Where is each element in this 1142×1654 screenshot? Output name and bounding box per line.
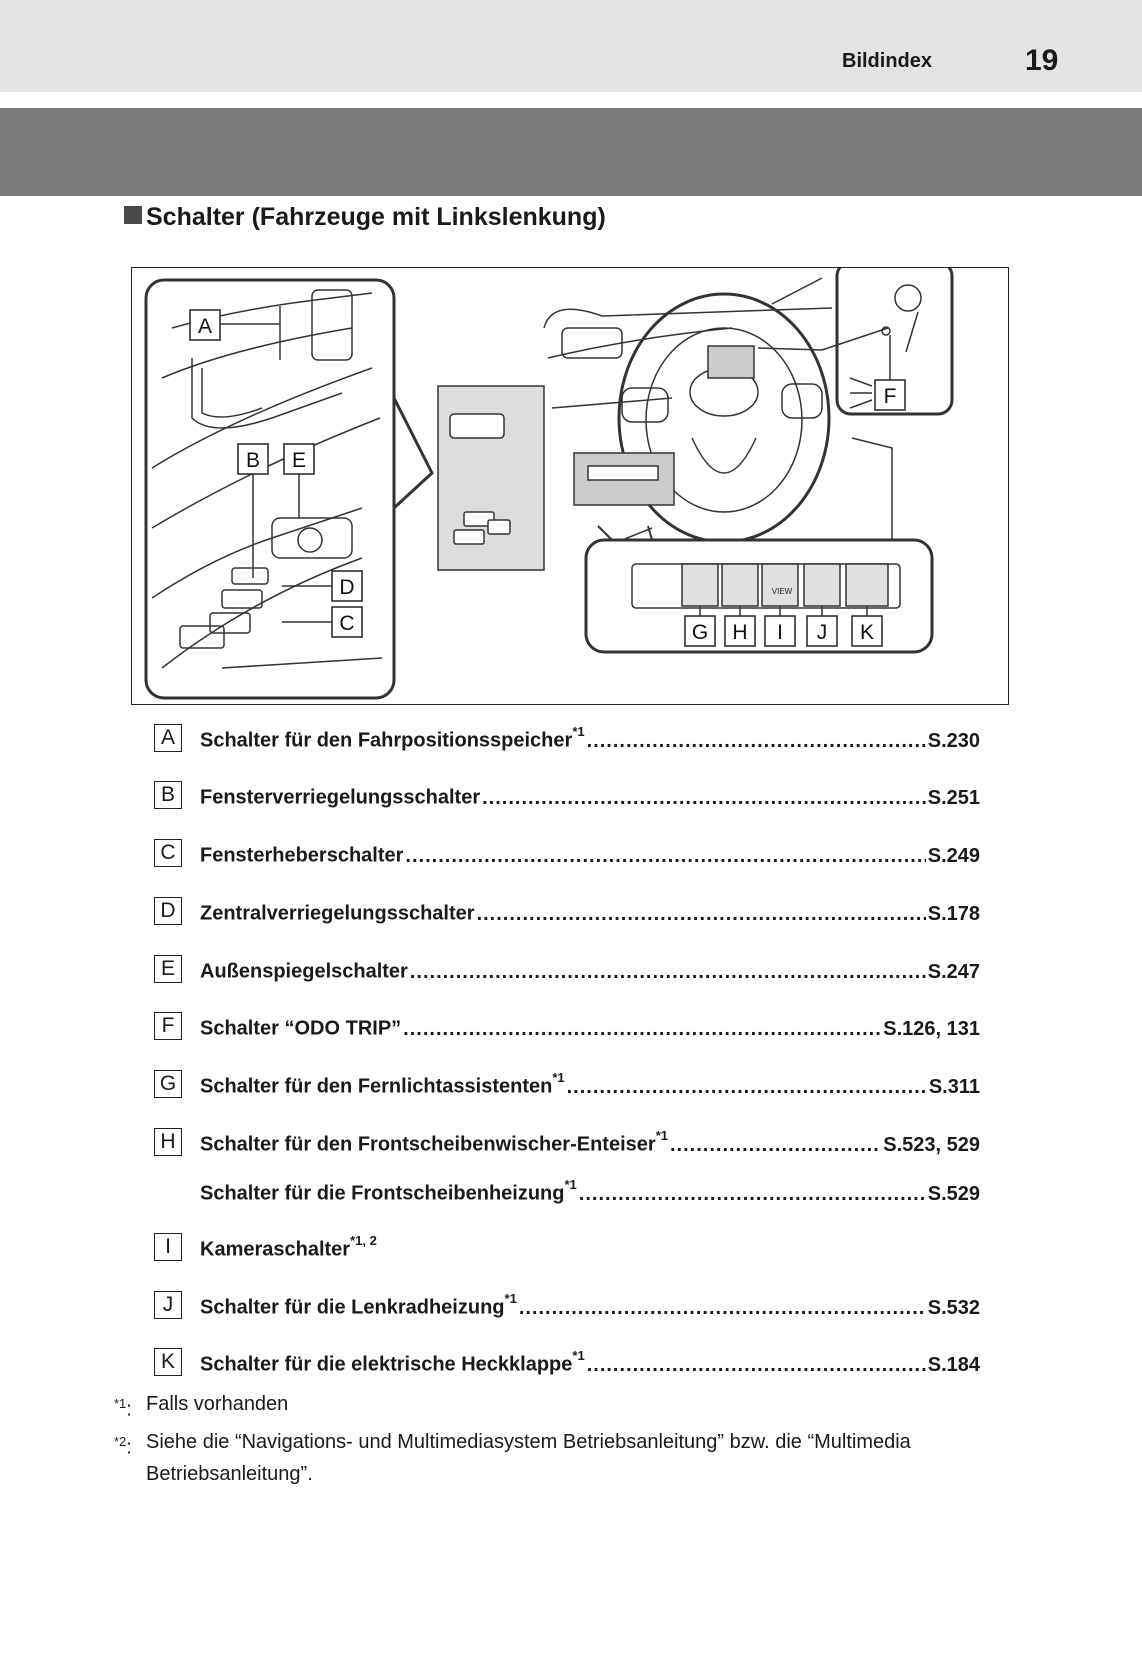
page-reference[interactable]: S.126, 131 [883, 1017, 980, 1040]
header-band [0, 0, 1142, 92]
callout-k: K [859, 621, 875, 644]
leader-dots [670, 1134, 881, 1157]
leader-dots [477, 903, 926, 926]
callout-c: C [339, 612, 355, 635]
entry-label: Schalter “ODO TRIP” [200, 1017, 402, 1040]
entry-label: Zentralverriegelungsschalter [200, 902, 475, 925]
entry-label: Schalter für die Lenkradheizung$^{*1}$ [200, 1291, 517, 1319]
leader-dots [410, 961, 926, 984]
page-number: 19 [1025, 44, 1059, 77]
entry-label: Schalter für die Frontscheibenheizung$^{*1}$ [200, 1177, 577, 1205]
page-reference[interactable]: S.251 [927, 786, 980, 809]
chapter-band [0, 108, 1142, 196]
index-entry-e [154, 955, 980, 989]
entry-label: Fensterverriegelungsschalter [200, 786, 481, 809]
index-entry-h2 [154, 1177, 980, 1211]
callout-b: B [245, 449, 261, 472]
leader-dots [587, 730, 926, 753]
section-title: Bildindex [842, 50, 933, 72]
footnote-text: Falls vorhanden [146, 1393, 289, 1415]
callout-j: J [816, 621, 828, 644]
entry-label: Fensterheberschalter [200, 844, 404, 867]
page-reference[interactable]: S.529 [927, 1182, 980, 1205]
letter-box: B [154, 781, 182, 809]
index-entry-g [154, 1070, 980, 1104]
letter-box: F [154, 1012, 182, 1040]
index-entry-d [154, 897, 980, 931]
index-entry-k [154, 1348, 980, 1382]
footnote-mark: $^{*2}$: [114, 1434, 132, 1459]
index-entry-a [154, 724, 980, 758]
leader-dots [403, 1018, 881, 1041]
letter-box: I [154, 1233, 182, 1261]
leader-dots [567, 1076, 927, 1099]
entry-label: Kameraschalter$^{*1, 2}$ [200, 1233, 377, 1261]
callout-h: H [732, 621, 748, 644]
index-entry-j [154, 1291, 980, 1325]
index-entry-f [154, 1012, 980, 1046]
leader-dots [482, 787, 926, 810]
square-bullet-icon [124, 206, 142, 224]
index-entry-i [154, 1233, 980, 1267]
switch-illustration [131, 267, 1009, 705]
page-reference[interactable]: S.230 [927, 729, 980, 752]
callout-a: A [197, 315, 213, 338]
callout-f: F [883, 385, 897, 408]
entry-label: Außenspiegelschalter [200, 960, 408, 983]
letter-box: A [154, 724, 182, 752]
page-reference[interactable]: S.311 [928, 1075, 980, 1098]
callout-e: E [291, 449, 307, 472]
letter-box: E [154, 955, 182, 983]
page-heading [124, 203, 606, 232]
letter-box: K [154, 1348, 182, 1376]
illustration-svg [132, 268, 1008, 704]
page-reference[interactable]: S.178 [927, 902, 980, 925]
entry-label: Schalter für die elektrische Heckklappe$^{*1}$ [200, 1348, 585, 1376]
leader-dots [579, 1183, 926, 1206]
callout-g: G [691, 621, 709, 644]
page-reference[interactable]: S.523, 529 [883, 1133, 980, 1156]
page-reference[interactable]: S.247 [927, 960, 980, 983]
callout-d: D [339, 576, 355, 599]
index-entry-c [154, 839, 980, 873]
page-reference[interactable]: S.249 [927, 844, 980, 867]
callout-i: I [777, 621, 783, 644]
entry-label: Schalter für den Fahrpositionsspeicher$^{*1}$ [200, 724, 585, 752]
entry-label: Schalter für den Fernlichtassistenten$^{*1}$ [200, 1070, 565, 1098]
footnote-mark: $^{*1}$: [114, 1396, 132, 1421]
letter-box: H [154, 1128, 182, 1156]
index-entry-h [154, 1128, 980, 1162]
page-reference[interactable]: S.184 [927, 1353, 980, 1376]
entry-label: Schalter für den Frontscheibenwischer-Enteiser$^{*1}$ [200, 1128, 668, 1156]
letter-box: D [154, 897, 182, 925]
leader-dots [519, 1297, 926, 1320]
index-entry-b [154, 781, 980, 815]
footnote-2 [114, 1426, 911, 1485]
heading-text: Schalter (Fahrzeuge mit Linkslenkung) [146, 203, 606, 231]
view-button-label: VIEW [771, 587, 793, 596]
letter-box: G [154, 1070, 182, 1098]
footnote-text: Siehe die “Navigations- und Multimediasystem Betriebsanleitung” bzw. die “Multimedia Betriebsanleitung”. [146, 1431, 911, 1485]
leader-dots [587, 1354, 926, 1377]
page-reference[interactable]: S.532 [927, 1296, 980, 1319]
letter-box: C [154, 839, 182, 867]
leader-dots [405, 845, 925, 868]
letter-box: J [154, 1291, 182, 1319]
footnote-1 [114, 1388, 289, 1426]
